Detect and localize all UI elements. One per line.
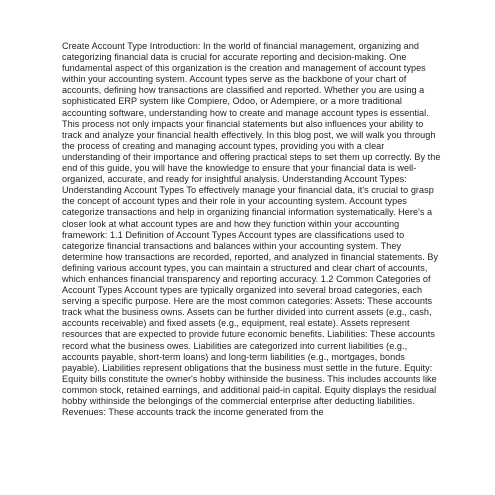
body-paragraph: Create Account Type Introduction: In the world of financial management, organizing and categorizing financial data is crucial for accurate reporting and decision-making. One fundamental aspect of this organization is the creation and management of account types within your accounting system. Account types serve as the backbone of your chart of accounts, defining how transactions are classified and reported. Whether you are using a sophisticated ERP system like Compiere, Odoo, or Adempiere, or a more traditional accounting software, understanding how to create and manage account types is essential. This process not only impacts your financial statements but also influences your ability to track and analyze your financial health effectively. In this blog post, we will walk you through the process of creating and managing account types, providing you with a clear understanding of their importance and offering practical steps to set them up correctly. By the end of this guide, you will have the knowledge to ensure that your financial data is well-organized, accurate, and ready for insightful analysis. Understanding Account Types: Understanding Account Types To effectively manage your financial data, it's crucial to grasp the concept of account types and their role in your accounting system. Account types categorize transactions and help in organizing financial information systematically. Here's a closer look at what account types are and how they function within your accounting framework: 1.1 Definition of Account Types Account types are classifications used to categorize financial transactions and balances within your accounting system. They determine how transactions are recorded, reported, and analyzed in financial statements. By defining various account types, you can maintain a structured and clear chart of accounts, which enhances financial transparency and reporting accuracy. 1.2 Common Categories of Account Types Account types are typically organized into several broad categories, each serving a specific purpose. Here are the most common categories: Assets: These accounts track what the business owns. Assets can be further divided into current assets (e.g., cash, accounts receivable) and fixed assets (e.g., equipment, real estate). Assets represent resources that are expected to provide future economic benefits. Liabilities: These accounts record what the business owes. Liabilities are categorized into current liabilities (e.g., accounts payable, short-term loans) and long-term liabilities (e.g., mortgages, bonds payable). Liabilities represent obligations that the business must settle in the future. Equity: Equity bills constitute the owner's hobby withinside the business. This includes accounts like common stock, retained earnings, and additional paid-in capital. Equity displays the residual hobby withinside the belongings of the commercial enterprise after deducting liabilities. Revenues: These accounts track the income generated from the <box>62 41 441 418</box>
